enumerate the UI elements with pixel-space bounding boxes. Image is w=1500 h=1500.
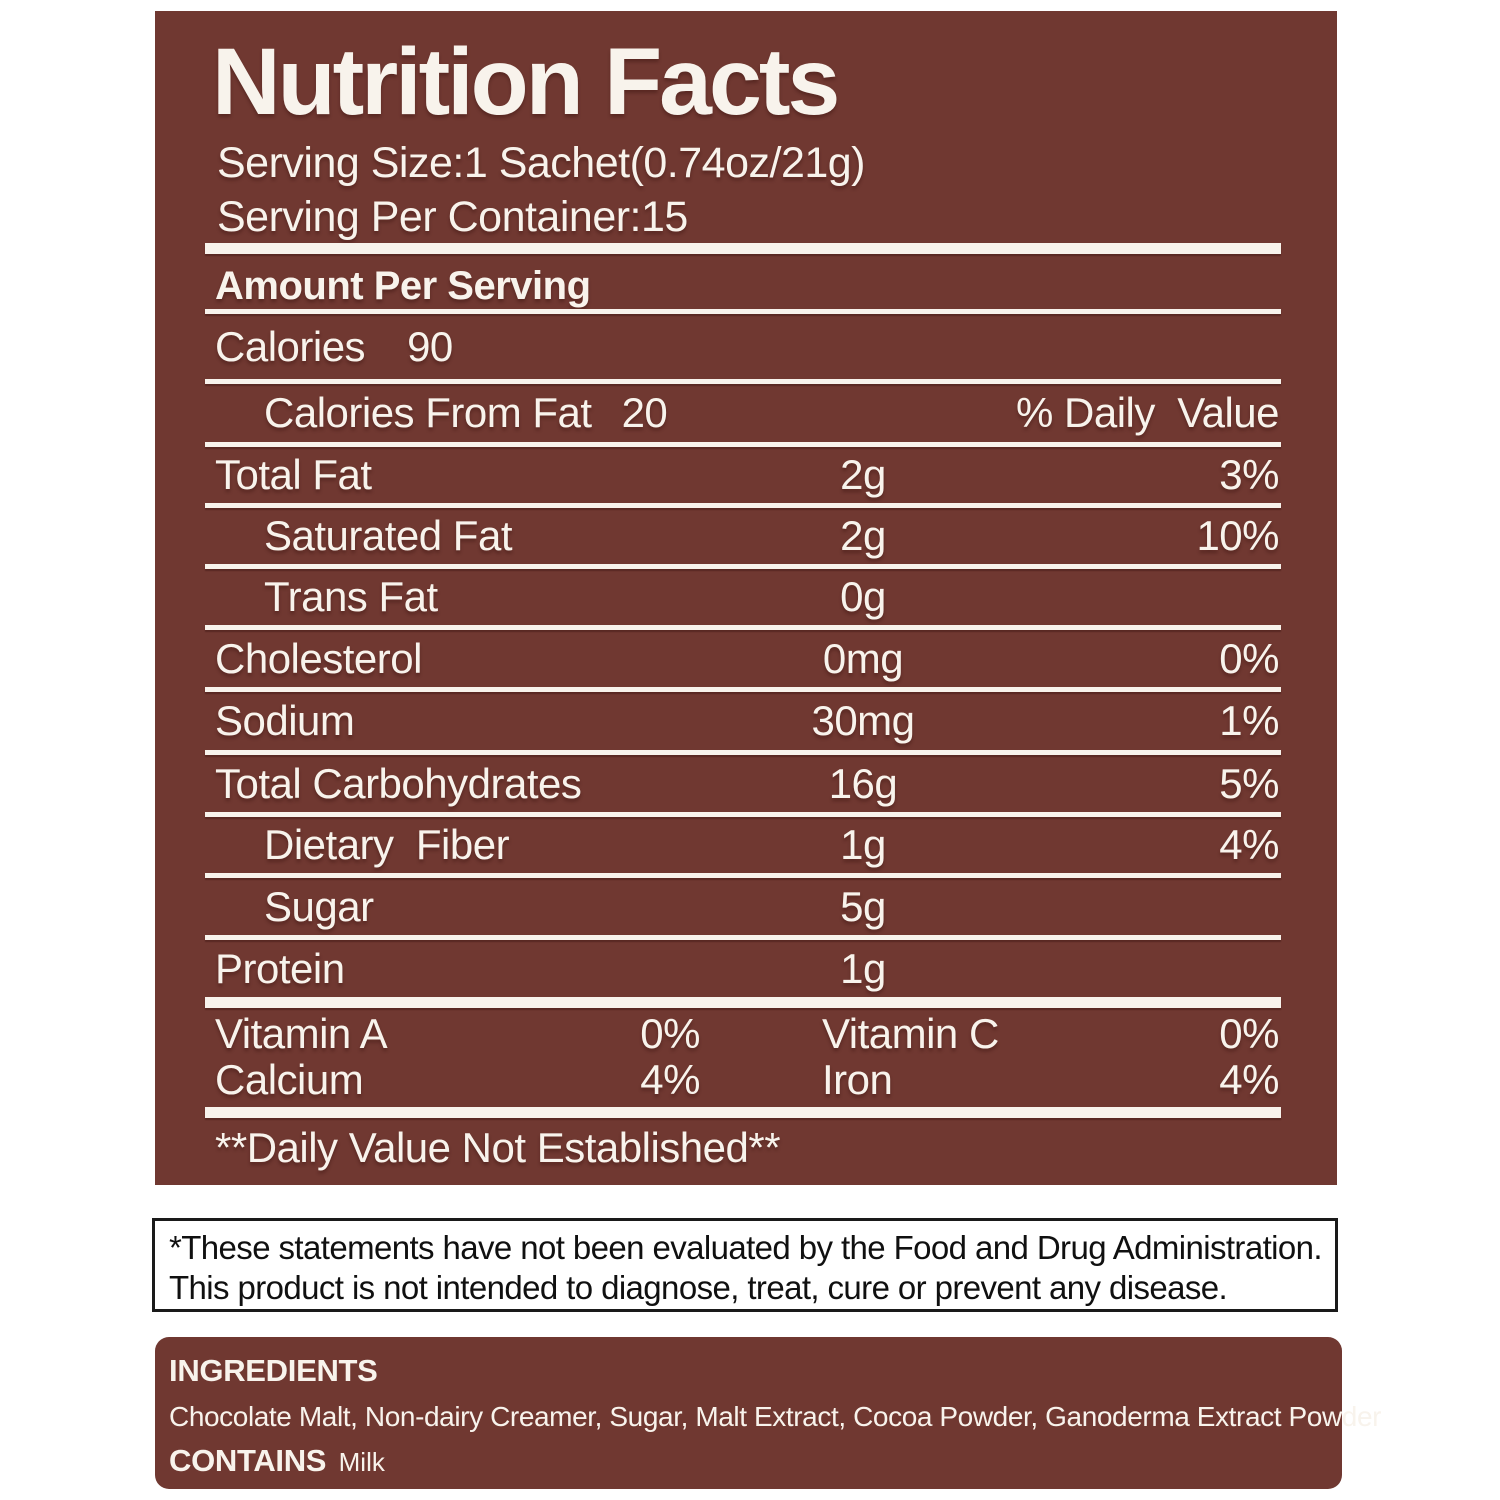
nutrient-row-protein [205, 940, 1281, 997]
vitamin-a-value: 0% [640, 1010, 700, 1057]
nutrient-label: Dietary Fiber [264, 821, 510, 868]
nutrient-amount: 16g [828, 759, 898, 807]
nutrient-row-cholesterol [205, 630, 1281, 687]
nutrient-row-total-carbohydrates [205, 755, 1281, 812]
amount-per-serving-row [205, 257, 1281, 315]
disclaimer-line-1: *These statements have not been evaluated by the Food and Drug Administration. [169, 1229, 1322, 1266]
divider-thick-top [205, 243, 1281, 254]
micronutrient-row-2 [205, 1057, 1281, 1103]
divider [205, 309, 1281, 314]
contains-value: Milk [338, 1447, 385, 1477]
nutrition-facts-title: Nutrition Facts [212, 29, 838, 135]
iron-value: 4% [1219, 1056, 1279, 1103]
servings-per-container-line: Serving Per Container:15 [217, 193, 688, 241]
nutrient-amount: 1g [840, 821, 886, 868]
contains-line [169, 1443, 1330, 1479]
nutrient-label: Total Fat [215, 451, 372, 498]
calcium-label: Calcium [215, 1056, 364, 1103]
nutrient-row-trans-fat [205, 569, 1281, 625]
nutrient-row-saturated-fat [205, 508, 1281, 564]
calories-value: 90 [407, 323, 453, 370]
nutrient-amount: 2g [840, 451, 886, 498]
nutrient-row-sodium [205, 692, 1281, 750]
calories-from-fat-value: 20 [621, 389, 668, 436]
vitamin-a-label: Vitamin A [215, 1010, 388, 1057]
ingredients-list: Chocolate Malt, Non-dairy Creamer, Sugar, Malt Extract, Cocoa Powder, Ganoderma Extract Powder [169, 1401, 1382, 1432]
micronutrient-row-1 [205, 1011, 1281, 1057]
fda-disclaimer-box [152, 1218, 1338, 1312]
nutrient-row-sugar [205, 878, 1281, 935]
contains-label: CONTAINS [169, 1443, 327, 1478]
iron-label: Iron [822, 1056, 893, 1103]
nutrient-row-total-fat [205, 447, 1281, 503]
nutrient-amount: 0g [840, 573, 886, 620]
serving-size-line: Serving Size:1 Sachet(0.74oz/21g) [217, 139, 866, 187]
amount-per-serving-label: Amount Per Serving [215, 263, 591, 308]
footnote-row [205, 1118, 1281, 1178]
nutrient-label: Sodium [215, 697, 355, 744]
calories-label: Calories [215, 323, 366, 370]
vitamin-c-value: 0% [1219, 1010, 1279, 1057]
nutrient-amount: 1g [840, 944, 886, 992]
vitamin-c-label: Vitamin C [822, 1010, 999, 1057]
calories-from-fat-row [205, 384, 1281, 442]
footnote-text: **Daily Value Not Established** [215, 1124, 781, 1171]
nutrient-dv: 4% [1219, 821, 1279, 868]
nutrient-amount: 0mg [822, 634, 904, 682]
nutrient-amount: 30mg [811, 697, 915, 744]
nutrient-label: Sugar [264, 882, 374, 930]
divider-thick-middle [205, 997, 1281, 1008]
disclaimer-line-2: This product is not intended to diagnose, treat, cure or prevent any disease. [169, 1269, 1228, 1306]
calories-from-fat-label: Calories From Fat [264, 389, 592, 436]
nutrient-dv: 5% [1219, 759, 1279, 807]
nutrient-dv: 10% [1196, 512, 1279, 559]
nutrient-label: Total Carbohydrates [215, 759, 582, 807]
daily-value-header: % Daily Value [1015, 389, 1279, 436]
ingredients-panel [155, 1337, 1382, 1489]
nutrient-label: Protein [215, 944, 345, 992]
nutrient-dv: 3% [1219, 451, 1279, 498]
ingredients-heading: INGREDIENTS [169, 1353, 378, 1388]
nutrient-label: Saturated Fat [264, 512, 512, 559]
nutrient-row-dietary-fiber [205, 817, 1281, 873]
nutrient-amount: 5g [840, 882, 886, 930]
calcium-value: 4% [640, 1056, 700, 1103]
nutrient-dv: 1% [1219, 697, 1279, 744]
nutrient-amount: 2g [840, 512, 886, 559]
nutrition-facts-panel [155, 11, 1337, 1185]
nutrient-dv: 0% [1219, 634, 1279, 682]
calories-row [205, 315, 1281, 379]
nutrient-label: Trans Fat [264, 573, 438, 620]
divider-thick-bottom [205, 1107, 1281, 1118]
nutrient-label: Cholesterol [215, 634, 422, 682]
